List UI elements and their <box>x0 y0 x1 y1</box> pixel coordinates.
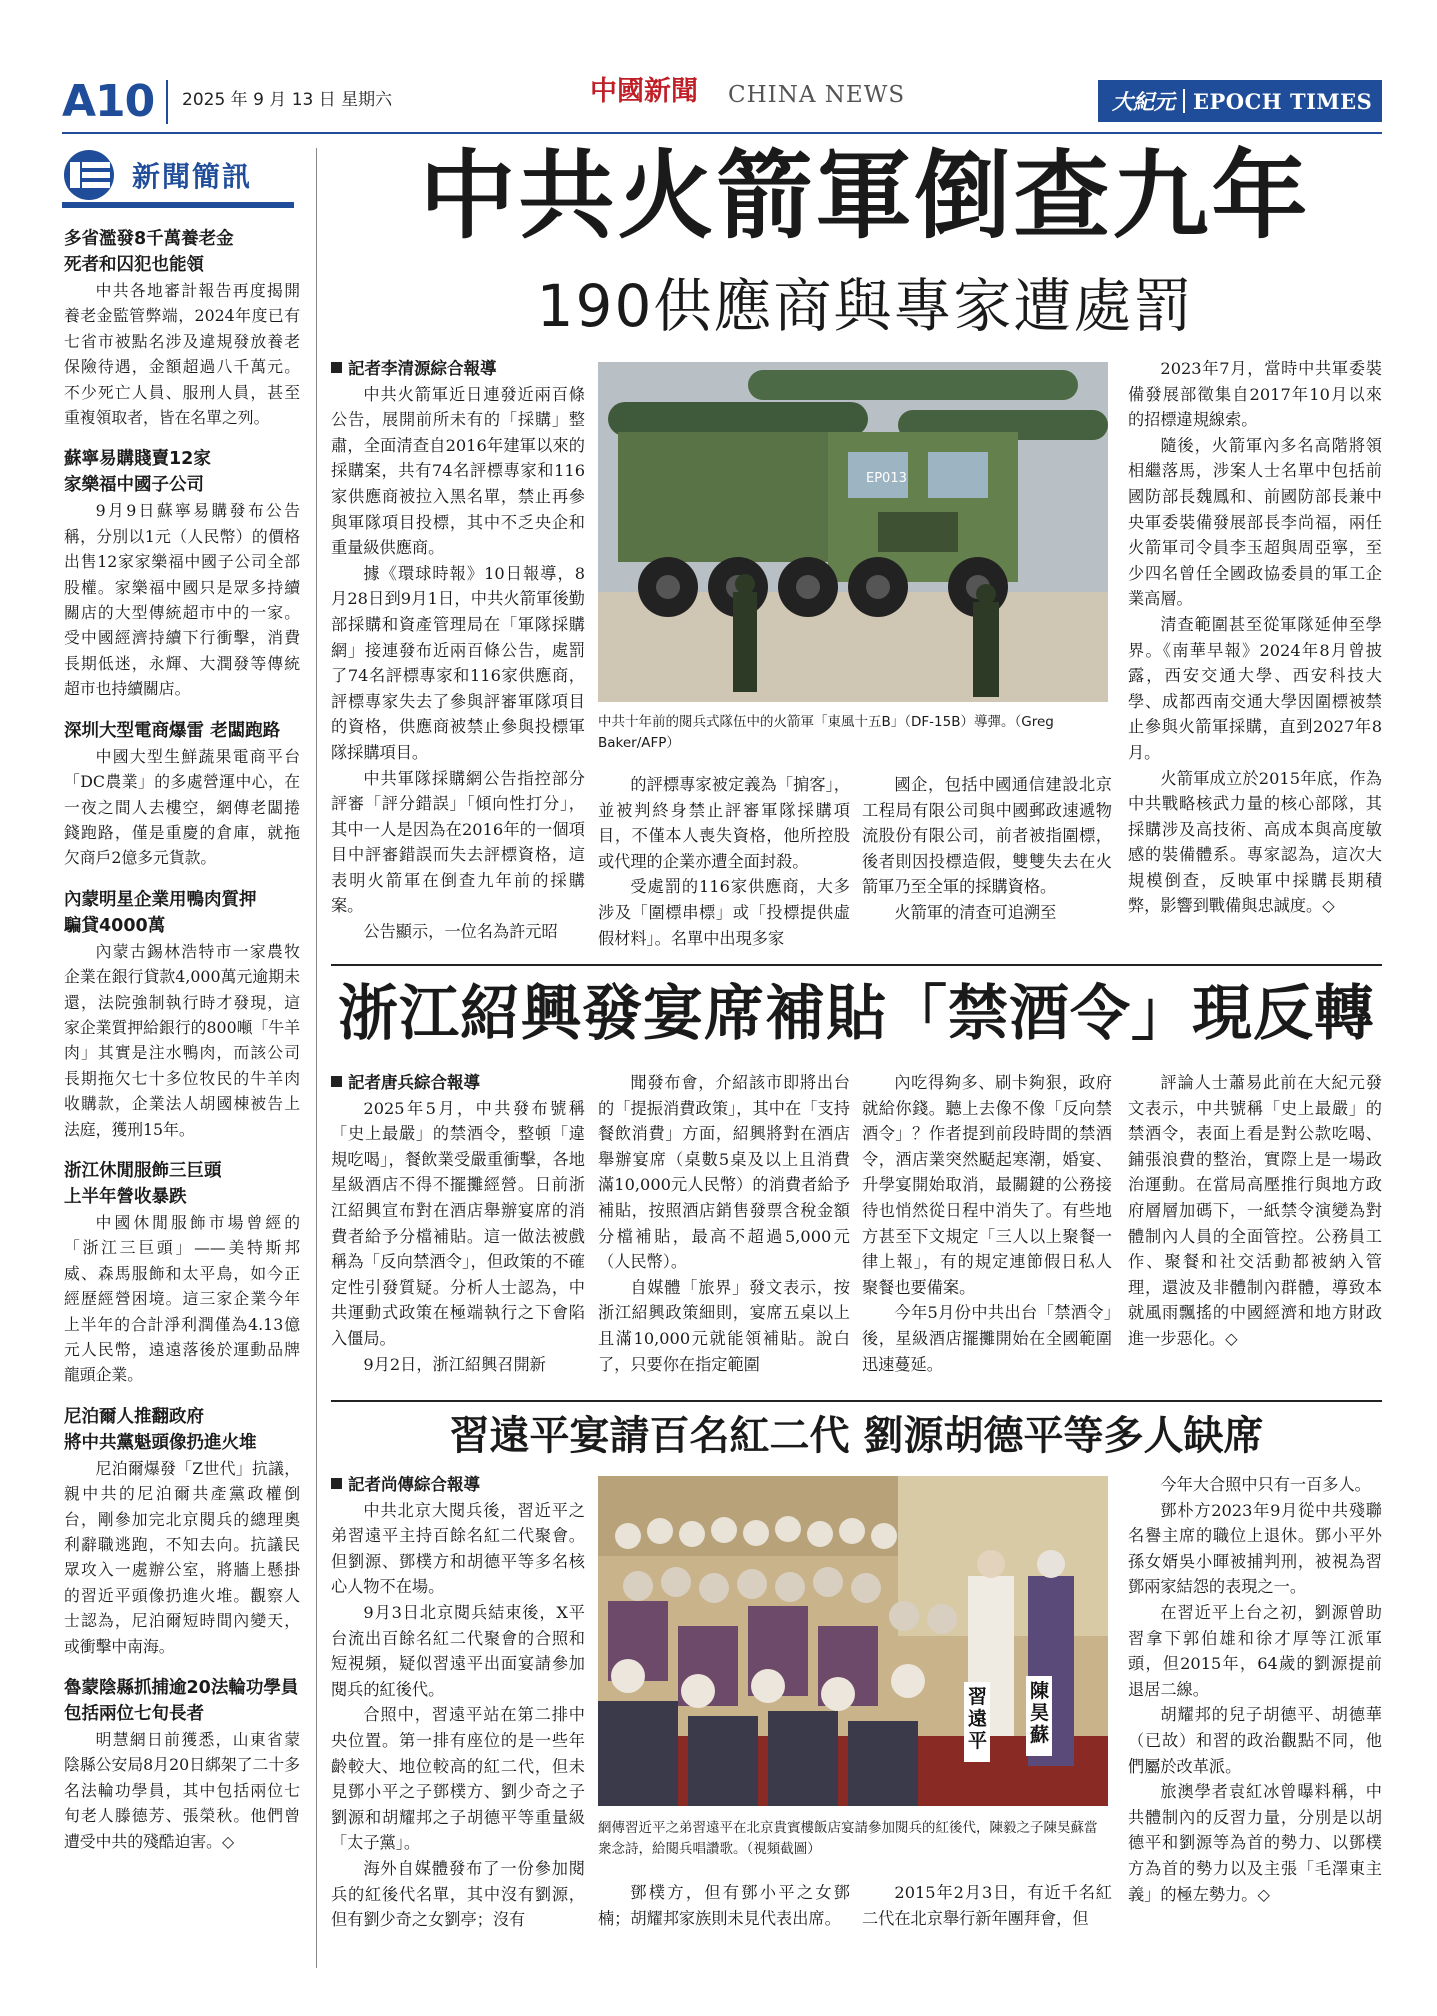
paragraph: 清查範圍甚至從軍隊延伸至學界。《南華早報》2024年8月曾披露，西安交通大學、西安科技大學、成都西南交通大學因圍標被禁止參與火箭軍採購，直到2027年8月。 <box>1128 614 1382 762</box>
paragraph: 內吃得夠多、刷卡夠狠，政府就給你錢。聽上去像不像「反向禁酒令」？作者提到前段時間的禁酒令，酒店業突然颳起寒潮，婚宴、升學宴開始取消，最關鍵的公務接待也悄然從日程中消失了。有些地方甚至下文規定「三人以上聚餐一律上報」，有的規定連節假日私人聚餐也要備案。 <box>862 1073 1112 1297</box>
story2-col2 <box>598 1070 850 1392</box>
story2-bottom-rule <box>331 1400 1382 1402</box>
brand-logo-cn: 大紀元 <box>1112 90 1175 114</box>
story3-col4 <box>1128 1472 1382 1968</box>
paragraph: 9月3日北京閱兵結束後，X平台流出百餘名紅二代聚會的合照和短視頻，疑似習遠平出面宴請參加閱兵的紅後代。 <box>331 1602 585 1699</box>
page-number: A10 <box>62 76 155 127</box>
brand-logo-sep <box>1183 89 1185 113</box>
paragraph: 國企，包括中國通信建設北京工程局有限公司與中國郵政速遞物流股份有限公司，前者被指圍標，後者則因投標造假，雙雙失去在火箭軍乃至全軍的採購資格。 <box>862 775 1112 897</box>
paragraph: 據《環球時報》10日報導，8月28日到9月1日，中共火箭軍後勤部採購和資產管理局在「軍隊採購網」接連發布近兩百條公告，處罰了74名評標專家和116家供應商，評標專家失去了參與評審軍隊項目的資格，供應商被禁止參與投標軍隊採購項目。 <box>331 563 585 762</box>
brief-item <box>64 718 300 871</box>
briefs-column-rule <box>316 148 317 1968</box>
brief-title: 蘇寧易購賤賣12家 家樂福中國子公司 <box>64 449 211 496</box>
brief-body: 中國大型生鮮蔬果電商平台「DC農業」的多處營運中心，在一夜之間人去樓空，網傳老闆捲錢跑路，僅是重慶的倉庫，就拖欠商戶2億多元貨款。 <box>64 746 300 868</box>
story3-byline: 記者尚傳綜合報導 <box>331 1472 585 1498</box>
story2-col1 <box>331 1070 585 1392</box>
paragraph: 中共軍隊採購網公告指控部分評審「評分錯誤」「傾向性打分」，其中一人是因為在2016年的一個項目中評審錯誤而失去評標資格，這表明火箭軍在倒查九年前的採購案。 <box>331 768 585 916</box>
brief-item <box>64 226 300 430</box>
story1-col3 <box>862 772 1112 952</box>
brand-logo <box>1098 80 1382 122</box>
paragraph: 鄧樸方，但有鄧小平之女鄧楠；胡耀邦家族則未見代表出席。 <box>598 1883 850 1928</box>
brief-body: 9月9日蘇寧易購發布公告稱，分別以1元（人民幣）的價格出售12家家樂福中國子公司全部股權。家樂福中國只是眾多持續關店的大型傳統超市中的一家。受中國經濟持續下行衝擊，消費長期低迷，永輝、大潤發等傳統超市也持續關店。 <box>64 501 300 699</box>
paragraph: 9月2日，浙江紹興召開新 <box>363 1354 546 1374</box>
brief-title: 多省濫發8千萬養老金 死者和囚犯也能領 <box>64 229 234 275</box>
paragraph: 自媒體「旅界」發文表示，按浙江紹興政策細則，宴席五桌以上且滿10,000元就能領補貼。說白了，只要你在指定範圍 <box>598 1277 850 1374</box>
briefs-label-box <box>62 148 294 208</box>
brief-title: 深圳大型電商爆雷 老闆跑路 <box>64 720 281 741</box>
paragraph: 合照中，習遠平站在第二排中央位置。第一排有座位的是一些年齡較大、地位較高的紅二代，但未見鄧小平之子鄧樸方、劉少奇之子劉源和胡耀邦之子胡德平等重量級「太子黨」。 <box>331 1705 585 1853</box>
brief-item <box>64 1404 300 1659</box>
brief-title: 內蒙明星企業用鴨肉質押 騙貸4000萬 <box>64 889 257 936</box>
story2-byline: 記者唐兵綜合報導 <box>331 1070 585 1096</box>
paragraph: 聞發布會，介紹該市即將出台的「提振消費政策」，其中在「支持餐飲消費」方面，紹興將對在酒店舉辦宴席（桌數5桌及以上且消費滿10,000元人民幣）的消費者給予補貼，按照酒店銷售發票含稅金額分檔補貼，最高不超過5,000元（人民幣）。 <box>598 1073 850 1272</box>
brief-body: 尼泊爾爆發「Z世代」抗議，親中共的尼泊爾共產黨政權倒台，剛參加完北京閱兵的總理奧利辭職逃跑，不知去向。抗議民眾攻入一處辦公室，將牆上懸掛的習近平頭像扔進火堆。觀察人士認為，尼泊爾短時間內變天，或衝擊中南海。 <box>64 1458 300 1656</box>
paragraph: 2025年5月，中共發布號稱「史上最嚴」的禁酒令，整頓「違規吃喝」，餐飲業受嚴重衝擊，各地星級酒店不得不擺攤經營。日前浙江紹興宣布對在酒店舉辦宴席的消費者給予分檔補貼。這一做法被戲稱為「反向禁酒令」，但政策的不確定性引發質疑。分析人士認為，中共運動式政策在極端執行之下會陷入僵局。 <box>331 1098 585 1348</box>
brief-item <box>64 887 300 1142</box>
header-divider <box>166 80 168 124</box>
briefs-list <box>64 226 300 1966</box>
paragraph: 2015年2月3日，有近千名紅二代在北京舉行新年團拜會，但 <box>862 1883 1112 1928</box>
photo-label-xi: 習遠平 <box>968 1686 988 1752</box>
briefs-label: 新聞簡訊 <box>132 160 253 193</box>
paragraph: 火箭軍的清查可追溯至 <box>894 902 1057 922</box>
story2-col3 <box>862 1070 1112 1392</box>
brief-body: 中共各地審計報告再度揭開養老金監管弊端，2024年度已有七省市被點名涉及違規發放養老保險待遇，金額超過八千萬元。不少死亡人員、服刑人員，甚至重複領取者，皆在名單之列。 <box>64 281 300 428</box>
story3-col1 <box>331 1472 585 1968</box>
story3-caption: 網傳習近平之弟習遠平在北京貴賓樓飯店宴請參加閱兵的紅後代，陳毅之子陳昊蘇當衆念詩，給閱兵唱讚歌。（視頻截圖） <box>598 1820 1098 1857</box>
briefs-icon <box>62 148 116 202</box>
paragraph: 海外自媒體發布了一份參加閱兵的紅後代名單，其中沒有劉源，但有劉少奇之女劉亭；沒有 <box>331 1858 585 1930</box>
story1-byline: 記者李清源綜合報導 <box>331 356 585 382</box>
paragraph: 今年大合照中只有一百多人。 <box>1160 1475 1371 1494</box>
story2-headline: 浙江紹興發宴席補貼「禁酒令」現反轉 <box>338 979 1375 1049</box>
story1-photo-label: EP013 <box>866 471 907 486</box>
story3-headline: 習遠平宴請百名紅二代 劉源胡德平等多人缺席 <box>449 1413 1264 1459</box>
paragraph: 今年5月份中共出台「禁酒令」後，星級酒店擺攤開始在全國範圍迅速蔓延。 <box>862 1303 1112 1374</box>
story1-col1 <box>331 356 585 952</box>
paragraph: 受處罰的116家供應商，大多涉及「圍標串標」或「投標提供虛假材料」。名單中出現多家 <box>598 877 850 948</box>
paragraph: 公告顯示，一位名為許元昭 <box>363 922 558 942</box>
paragraph: 中共北京大閱兵後，習近平之弟習遠平主持百餘名紅二代聚會。但劉源、鄧樸方和胡德平等多名核心人物不在場。 <box>331 1500 585 1597</box>
story1-col2 <box>598 772 850 952</box>
paragraph: 胡耀邦的兒子胡德平、胡德華（已故）和習的政治觀點不同，他們屬於改革派。 <box>1128 1705 1382 1776</box>
paragraph: 火箭軍成立於2015年底，作為中共戰略核武力量的核心部隊，其採購涉及高技術、高成本與高度敏感的裝備體系。專家認為，這次大規模倒查，反映軍中採購長期積弊，影響到戰備與忠誠度。◇ <box>1128 768 1382 916</box>
story1-subhead: 190供應商與專家遭處罰 <box>536 272 1194 340</box>
brief-body: 明慧網日前獲悉，山東省蒙陰縣公安局8月20日綁架了二十多名法輪功學員，其中包括兩位七旬老人滕德芳、張榮秋。他們曾遭受中共的殘酷迫害。◇ <box>64 1730 300 1851</box>
brief-body: 中國休閒服飾市場曾經的「浙江三巨頭」——美特斯邦威、森馬服飾和太平鳥，如今正經歷經營困境。這三家企業今年上半年的合計淨利潤僅為4.13億元人民幣，遠遠落後於運動品牌龍頭企業。 <box>64 1212 300 1385</box>
brief-item <box>64 1675 300 1854</box>
header-rule <box>62 132 1382 134</box>
story1-bottom-rule <box>331 964 1382 966</box>
paragraph: 旅澳學者袁紅冰曾曝料稱，中共體制內的反習力量，分別是以胡德平和劉源等為首的勢力、以鄧樸方為首的勢力以及主張「毛澤東主義」的極左勢力。◇ <box>1128 1782 1382 1904</box>
story1-photo <box>598 362 1108 702</box>
issue-date: 2025 年 9 月 13 日 星期六 <box>182 90 393 110</box>
paragraph: 中共火箭軍近日連發近兩百條公告，展開前所未有的「採購」整肅，全面清查自2016年建軍以來的採購案，共有74名評標專家和116家供應商被拉入黑名單，禁止再參與軍隊項目投標，其中不乏央企和重量級供應商。 <box>331 384 585 558</box>
story1-headline: 中共火箭軍倒查九年 <box>419 140 1311 252</box>
photo-label-chen: 陳昊蘇 <box>1030 1680 1050 1746</box>
brief-body: 內蒙古錫林浩特市一家農牧企業在銀行貸款4,000萬元逾期未還，法院強制執行時才發現，這家企業質押給銀行的800噸「牛羊肉」其實是注水鴨肉，而該公司長期拖欠七十多位牧民的牛羊肉收購款，企業法人胡國棟被告上法庭，獲刑15年。 <box>64 941 300 1139</box>
story1-caption: 中共十年前的閱兵式隊伍中的火箭軍「東風十五B」（DF-15B）導彈。（Greg Baker/AFP） <box>598 714 1054 751</box>
section-title-en: CHINA NEWS <box>728 82 906 108</box>
brief-item <box>64 1158 300 1388</box>
brief-title: 浙江休閒服飾三巨頭 上半年營收暴跌 <box>64 1160 222 1207</box>
story3-col2 <box>598 1880 850 1968</box>
story3-col3 <box>862 1880 1112 1968</box>
story1-col4 <box>1128 356 1382 952</box>
paragraph: 隨後，火箭軍內多名高階將領相繼落馬，涉案人士名單中包括前國防部長魏鳳和、前國防部長兼中央軍委裝備發展部長李尚福，兩任火箭軍司令員李玉超與周亞寧，至少四名曾任全國政協委員的軍工企業高層。 <box>1128 435 1382 609</box>
section-title: 中國新聞 <box>590 76 698 107</box>
brief-title: 魯蒙陰縣抓捕逾20法輪功學員 包括兩位七旬長者 <box>64 1678 299 1725</box>
story3-photo <box>598 1476 1108 1806</box>
paragraph: 在習近平上台之初，劉源曾助習拿下郭伯雄和徐才厚等江派軍頭，但2015年，64歲的劉源提前退居二線。 <box>1128 1602 1382 1699</box>
paragraph: 鄧朴方2023年9月從中共殘聯名譽主席的職位上退休。鄧小平外孫女婿吳小暉被捕判刑，被視為習鄧兩家結怨的表現之一。 <box>1128 1500 1382 1597</box>
brief-title: 尼泊爾人推翻政府 將中共黨魁頭像扔進火堆 <box>64 1406 257 1453</box>
brand-logo-en: EPOCH TIMES <box>1193 88 1373 114</box>
paragraph: 2023年7月，當時中共軍委裝備發展部徵集自2017年10月以來的招標違規線索。 <box>1128 359 1382 430</box>
brief-item <box>64 446 300 701</box>
paragraph: 評論人士蕭易此前在大紀元發文表示，中共號稱「史上最嚴」的禁酒令，表面上看是對公款吃喝、鋪張浪費的整治，實際上是一場政治運動。在當局高壓推行與地方政府層層加碼下，一紙禁令演變為對體制內人員的全面管控。公務員工作、聚餐和社交活動都被納入管理，還波及非體制內群體，導致本就風雨飄搖的中國經濟和地方財政進一步惡化。◇ <box>1128 1073 1382 1348</box>
story2-col4 <box>1128 1070 1382 1392</box>
paragraph: 的評標專家被定義為「掮客」，並被判終身禁止評審軍隊採購項目，不僅本人喪失資格，他所控股或代理的企業亦遭全面封殺。 <box>598 775 850 871</box>
